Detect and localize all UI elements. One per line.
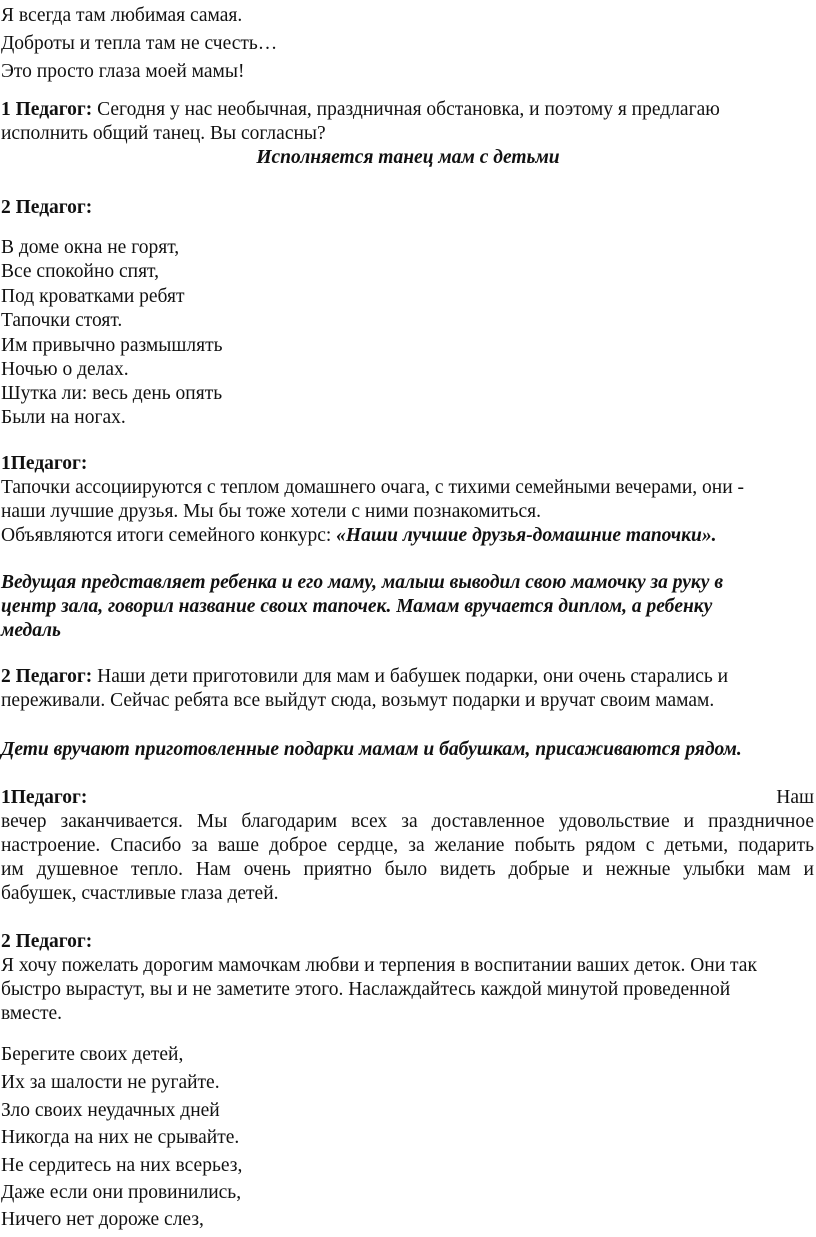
- speaker-label: 1 Педагог:: [1, 99, 93, 120]
- paragraph-text: Наши дети приготовили для мам и бабушек подарки, они очень старались и: [92, 666, 729, 687]
- paragraph-text: Объявляются итоги семейного конкурс:: [1, 525, 337, 546]
- speaker-label: 2 Педагог:: [1, 666, 93, 687]
- paragraph-line: исполнить общий танец. Вы согласны?: [1, 123, 326, 144]
- paragraph-line: вечер заканчивается. Мы благодарим всех за доставленное удовольствие и праздничное: [1, 811, 814, 832]
- paragraph-line: [1, 98, 720, 122]
- poem-line: В доме окна не горят,: [1, 237, 180, 258]
- contest-title: «Наши лучшие друзья-домашние тапочки».: [336, 525, 717, 546]
- paragraph-line: [1, 665, 728, 689]
- poem-line: Шутка ли: весь день опять: [1, 383, 223, 404]
- paragraph-line: вместе.: [1, 1003, 63, 1024]
- poem-line: Ничего нет дороже слез,: [1, 1209, 204, 1230]
- paragraph-line: [1, 786, 814, 810]
- poem-line: Я всегда там любимая самая.: [1, 5, 243, 26]
- paragraph-line: бабушек, счастливые глаза детей.: [1, 883, 279, 904]
- poem-line: Под кроватками ребят: [1, 286, 185, 307]
- poem-line: Не сердитесь на них всерьез,: [1, 1155, 243, 1176]
- poem-line: Ночью о делах.: [1, 359, 129, 380]
- poem-line: Это просто глаза моей мамы!: [1, 61, 245, 82]
- speaker-label: 1Педагог:: [1, 787, 88, 808]
- paragraph-line: наши лучшие друзья. Мы бы тоже хотели с ними познакомиться.: [1, 501, 541, 522]
- poem-line: Доброты и тепла там не счесть…: [1, 33, 278, 54]
- poem-line: Им привычно размышлять: [1, 335, 223, 356]
- paragraph-line: быстро вырастут, вы и не заметите этого. Наслаждайтесь каждой минутой проведенной: [1, 979, 731, 1000]
- poem-line: Все спокойно спят,: [1, 261, 159, 282]
- speaker-label: 2 Педагог:: [1, 931, 93, 952]
- stage-direction: Исполняется танец мам с детьми: [256, 147, 560, 168]
- paragraph-line: им душевное тепло. Нам очень приятно было видеть добрые и нежные улыбки мам и: [1, 859, 814, 880]
- stage-direction: центр зала, говорил название своих тапочек. Мамам вручается диплом, а ребенку: [1, 596, 713, 617]
- paragraph-text: Наш: [776, 787, 814, 808]
- paragraph-line: Тапочки ассоциируются с теплом домашнего очага, с тихими семейными вечерами, они -: [1, 477, 745, 498]
- poem-line: Были на ногах.: [1, 407, 126, 428]
- paragraph-text: Сегодня у нас необычная, праздничная обстановка, и поэтому я предлагаю: [92, 99, 720, 120]
- poem-line: Тапочки стоят.: [1, 310, 123, 331]
- paragraph-line: переживали. Сейчас ребята все выйдут сюда, возьмут подарки и вручат своим мамам.: [1, 690, 715, 711]
- poem-line: Никогда на них не срывайте.: [1, 1127, 240, 1148]
- stage-direction: медаль: [1, 620, 61, 641]
- poem-line: Даже если они провинились,: [1, 1182, 242, 1203]
- stage-direction: Ведущая представляет ребенка и его маму, малыш выводил свою мамочку за руку в: [1, 572, 724, 593]
- paragraph-line: Я хочу пожелать дорогим мамочкам любви и терпения в воспитании ваших деток. Они так: [1, 955, 757, 976]
- stage-direction: Дети вручают приготовленные подарки мамам и бабушкам, присаживаются рядом.: [1, 739, 742, 760]
- speaker-label: 2 Педагог:: [1, 197, 93, 218]
- speaker-label: 1Педагог:: [1, 453, 88, 474]
- poem-line: Их за шалости не ругайте.: [1, 1072, 220, 1093]
- poem-line: Зло своих неудачных дней: [1, 1100, 220, 1121]
- paragraph-line: настроение. Спасибо за ваше доброе сердце, за желание побыть рядом с детьми, подарить: [1, 835, 814, 856]
- paragraph-line: [1, 524, 717, 548]
- poem-line: Берегите своих детей,: [1, 1044, 184, 1065]
